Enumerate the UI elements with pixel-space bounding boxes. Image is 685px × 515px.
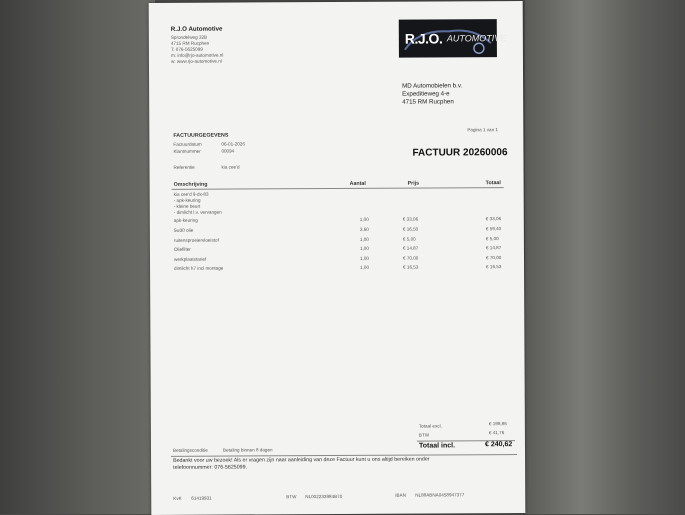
recipient-street: Expeditieweg 4-e [402,90,450,98]
row-qty: 1,00 [359,255,369,261]
kvk-label: KvK [173,495,182,501]
recipient-name: MD Automobielen b.v. [402,82,463,90]
row-total: € 59,40 [485,226,502,232]
row-description: Oliefilter [173,246,191,252]
recipient-city: 4715 RM Rucphen [402,98,454,106]
background-right [525,0,685,514]
iban-label: IBAN [395,492,406,498]
btw-number-label: BTW [286,494,297,500]
logo-text: R.J.O. [404,30,443,47]
vat-label: BTW [418,432,430,438]
reference-value: kia cee'd [221,164,240,170]
sender-phone: T: 076-5625099 [170,46,203,52]
sender-city: 4715 RM Rucphen [170,40,210,46]
row-total: € 16,53 [486,264,502,270]
row-price: € 5,00 [402,236,416,242]
sender-name: R.J.O Automotive [170,25,223,33]
thanks-line-2: telefoonnummer: 076-5625099. [173,464,248,471]
row-qty: 1,00 [360,264,370,270]
row-qty: 1,00 [359,236,369,242]
row-description: ruitensproeiervloeistof [173,237,219,243]
invoice-title: FACTUUR 20260006 [412,147,508,159]
vat-value: € 41,76 [488,430,505,436]
row-description: werkplaatstarief [173,256,207,262]
customer-number-value: 00094 [221,148,235,154]
logo-suffix: AUTOMOTIVE [446,33,507,44]
column-header-price: Prijs [407,180,420,187]
reference-label: Referentie [173,164,195,170]
total-incl-label: Totaal incl. [418,442,456,450]
row-price: € 14,87 [402,245,419,251]
header-divider [172,187,504,189]
btw-number-value: NL002233984B70 [305,493,343,500]
row-description: apk-keuring [173,217,198,223]
row-qty: 1,00 [359,245,369,251]
row-total: € 5,00 [485,236,499,242]
payment-terms-label: Betalingsconditie [172,447,208,453]
row-price: € 70,00 [402,255,419,261]
intro-line: kia cee'd 9-dx-83 [173,191,209,197]
subtotal-label: Totaal excl. [418,423,442,429]
invoice-date-value: 06-01-2026 [221,141,245,147]
company-logo [399,19,507,58]
invoice-paper [149,1,526,515]
intro-line: - kleine beurt [173,203,201,209]
intro-line: - apk-keuring [173,197,201,203]
invoice-section-title: FACTUURGEGEVENS [173,132,229,139]
row-qty: 3,60 [359,226,369,232]
sender-website: w: www.rjo-automotive.nl [170,58,222,64]
sender-address: Sprondelweg 32B [170,34,208,40]
row-total: € 70,00 [485,255,502,261]
invoice-date-label: Factuurdatum [173,141,202,147]
column-header-qty: Aantal [349,180,366,187]
row-description: dimlicht h7 incl montage [174,265,224,271]
page-number: Pagina 1 van 1 [467,127,498,133]
iban-value: NL88ABNA0458947377 [415,492,465,498]
row-total: € 33,06 [485,216,502,222]
subtotal-value: € 198,86 [488,421,507,427]
row-price: € 33,06 [402,216,419,222]
column-header-description: Omschrijving [173,181,208,188]
intro-line: - dimlicht l.v. vervangen [173,209,222,215]
customer-number-label: Klantnummer [173,148,201,154]
row-qty: 1,00 [359,216,369,222]
column-header-total: Totaal [485,180,501,187]
row-price: € 16,50 [402,226,419,232]
payment-terms-value: Betaling binnen 8 dagen [222,447,273,453]
row-description: 5w30 olie [173,227,194,233]
total-incl-value: € 240,62 [484,441,513,449]
row-price: € 16,53 [403,264,419,270]
background-left [0,0,155,514]
thanks-line-1: Bedankt voor uw bezoek! Als er vragen zijn naar aanleiding van deze Factuur kunt u ons altijd bereiken onder [173,456,430,464]
kvk-value: 61419931 [191,495,212,501]
row-total: € 14,87 [485,245,502,251]
sender-email: m: info@rjo-automotive.nl [170,52,224,58]
